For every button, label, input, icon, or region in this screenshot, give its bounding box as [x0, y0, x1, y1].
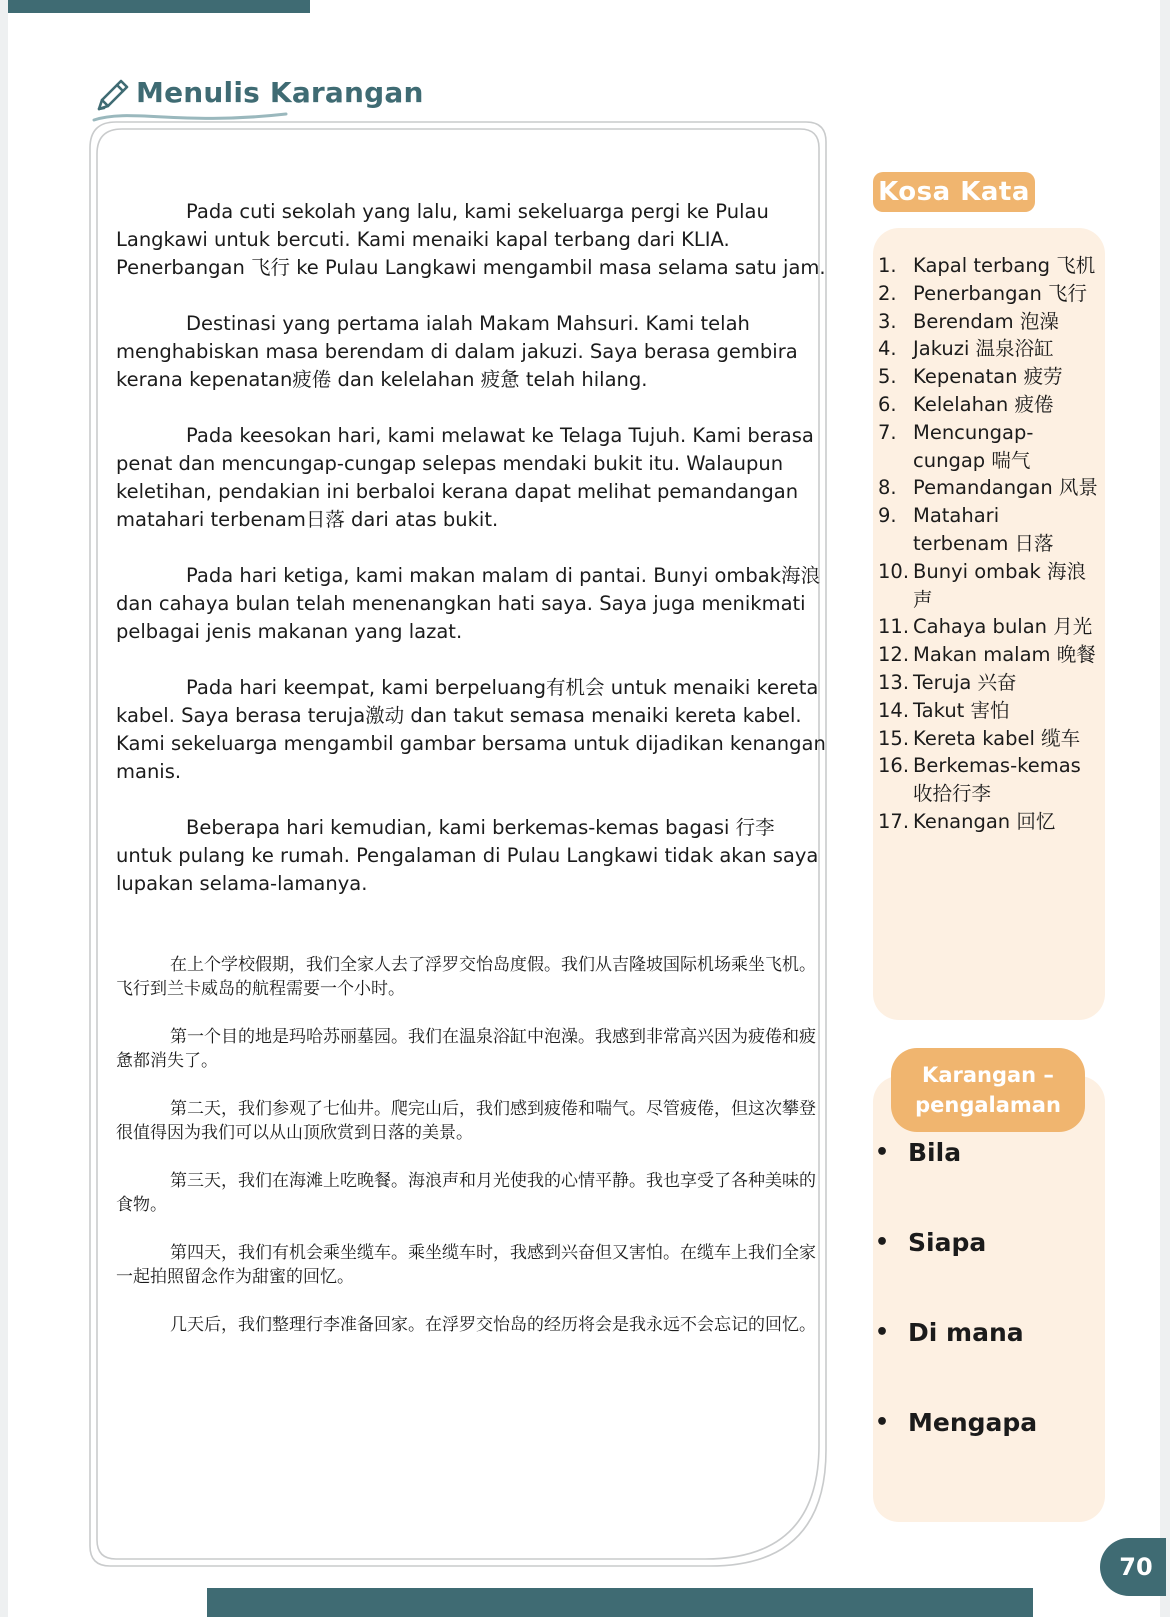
question-item — [873, 1318, 1105, 1408]
composition-text-malay — [116, 198, 826, 926]
vocabulary-item — [878, 335, 1100, 363]
vocabulary-list — [878, 252, 1100, 836]
vocabulary-text: Takut 害怕 — [913, 698, 1010, 722]
vocabulary-number: 2. — [878, 281, 897, 305]
vocabulary-text: Kelelahan 疲倦 — [913, 392, 1054, 416]
story-paragraph: Pada keesokan hari, kami melawat ke Telaga Tujuh. Kami berasa penat dan mencungap-cungap selepas mendaki bukit itu. Walaupun keletihan, pendakian ini berbaloi kerana dapat melihat pemandangan matahari terbenam日落 dari atas bukit. — [116, 424, 814, 531]
vocabulary-item — [878, 363, 1100, 391]
vocabulary-number: 15. — [878, 726, 910, 750]
vocabulary-item — [878, 697, 1100, 725]
question-item — [873, 1228, 1105, 1318]
vocabulary-number: 5. — [878, 365, 897, 389]
bullet-icon: • — [875, 1410, 890, 1435]
composition-text-chinese — [116, 953, 826, 1361]
page-frame-right — [1160, 0, 1170, 1617]
vocabulary-item — [878, 280, 1100, 308]
vocabulary-number: 10. — [878, 559, 910, 583]
vocabulary-item — [878, 613, 1100, 641]
vocabulary-number: 4. — [878, 337, 897, 361]
vocabulary-number: 11. — [878, 615, 910, 639]
vocabulary-number: 8. — [878, 476, 897, 500]
question-text: Mengapa — [908, 1408, 1038, 1437]
karangan-title-line: Karangan – — [922, 1063, 1054, 1087]
vocabulary-item — [878, 502, 1100, 558]
vocabulary-number: 13. — [878, 670, 910, 694]
bottom-accent-bar — [207, 1588, 1033, 1617]
vocabulary-text: Mencungap-cungap 喘气 — [913, 420, 1034, 472]
question-text: Siapa — [908, 1228, 987, 1257]
vocabulary-number: 17. — [878, 809, 910, 833]
question-item — [873, 1408, 1105, 1498]
page-frame-left — [0, 0, 8, 1617]
translation-paragraph: 第三天，我们在海滩上吃晚餐。海浪声和月光使我的心情平静。我也享受了各种美味的食物。 — [116, 1171, 816, 1215]
vocabulary-text: Makan malam 晚餐 — [913, 643, 1096, 667]
vocabulary-item — [878, 419, 1100, 475]
karangan-title — [891, 1048, 1085, 1132]
vocabulary-text: Bunyi ombak 海浪声 — [913, 559, 1086, 611]
vocabulary-item — [878, 808, 1100, 836]
vocabulary-text: Pemandangan 风景 — [913, 476, 1098, 500]
vocabulary-text: Cahaya bulan 月光 — [913, 615, 1093, 639]
vocabulary-text: Kepenatan 疲劳 — [913, 365, 1063, 389]
question-text: Bila — [908, 1138, 962, 1167]
question-list — [873, 1138, 1105, 1498]
karangan-title-line: pengalaman — [915, 1093, 1061, 1117]
story-paragraph: Beberapa hari kemudian, kami berkemas-kemas bagasi 行李 untuk pulang ke rumah. Pengalaman di Pulau Langkawi tidak akan saya lupakan selama-lamanya. — [116, 816, 819, 895]
vocabulary-item — [878, 391, 1100, 419]
story-paragraph: Destinasi yang pertama ialah Makam Mahsuri. Kami telah menghabiskan masa berendam di dalam jakuzi. Saya berasa gembira kerana kepenatan疲倦 dan kelelahan 疲惫 telah hilang. — [116, 312, 798, 391]
vocabulary-text: Kereta kabel 缆车 — [913, 726, 1081, 750]
bullet-icon: • — [875, 1140, 890, 1165]
top-accent-bar — [8, 0, 310, 13]
vocabulary-text: Kenangan 回忆 — [913, 809, 1056, 833]
vocabulary-item — [878, 474, 1100, 502]
vocabulary-text: Berendam 泡澡 — [913, 309, 1059, 333]
translation-paragraph: 第二天，我们参观了七仙井。爬完山后，我们感到疲倦和喘气。尽管疲倦，但这次攀登很值得因为我们可以从山顶欣赏到日落的美景。 — [116, 1099, 816, 1143]
vocabulary-item — [878, 641, 1100, 669]
bullet-icon: • — [875, 1230, 890, 1255]
page-title: Menulis Karangan — [136, 76, 424, 109]
vocabulary-item — [878, 752, 1100, 808]
vocabulary-item — [878, 252, 1100, 280]
vocabulary-number: 6. — [878, 392, 897, 416]
section-heading — [90, 74, 450, 124]
vocabulary-number: 9. — [878, 504, 897, 528]
vocabulary-text: Teruja 兴奋 — [913, 670, 1017, 694]
story-paragraph: Pada hari ketiga, kami makan malam di pantai. Bunyi ombak海浪 dan cahaya bulan telah menenangkan hati saya. Saya juga menikmati pelbagai jenis makanan yang lazat. — [116, 564, 820, 643]
vocabulary-text: Jakuzi 温泉浴缸 — [913, 337, 1054, 361]
vocabulary-number: 3. — [878, 309, 897, 333]
vocabulary-text: Berkemas-kemas 收拾行李 — [913, 754, 1081, 806]
vocabulary-number: 12. — [878, 643, 910, 667]
translation-paragraph: 在上个学校假期，我们全家人去了浮罗交怡岛度假。我们从吉隆坡国际机场乘坐飞机。飞行到兰卡威岛的航程需要一个小时。 — [116, 955, 816, 999]
vocabulary-item — [878, 725, 1100, 753]
vocabulary-item — [878, 669, 1100, 697]
story-paragraph: Pada hari keempat, kami berpeluang有机会 untuk menaiki kereta kabel. Saya berasa teruja激动 dan takut semasa menaiki kereta kabel. Kami sekeluarga mengambil gambar bersama untuk dijadikan kenangan manis. — [116, 676, 826, 783]
translation-paragraph: 第四天，我们有机会乘坐缆车。乘坐缆车时，我感到兴奋但又害怕。在缆车上我们全家一起拍照留念作为甜蜜的回忆。 — [116, 1243, 816, 1287]
page-number: 70 — [1100, 1538, 1166, 1596]
vocabulary-item — [878, 308, 1100, 336]
vocabulary-number: 7. — [878, 420, 897, 444]
vocabulary-number: 14. — [878, 698, 910, 722]
vocabulary-title: Kosa Kata — [873, 172, 1035, 212]
question-text: Di mana — [908, 1318, 1024, 1347]
vocabulary-text: Kapal terbang 飞机 — [913, 254, 1096, 277]
bullet-icon: • — [875, 1320, 890, 1345]
translation-paragraph: 几天后，我们整理行李准备回家。在浮罗交怡岛的经历将会是我永远不会忘记的回忆。 — [170, 1315, 816, 1335]
vocabulary-number: 1. — [878, 254, 897, 277]
vocabulary-text: Penerbangan 飞行 — [913, 281, 1088, 305]
story-paragraph: Pada cuti sekolah yang lalu, kami sekeluarga pergi ke Pulau Langkawi untuk bercuti. Kami menaiki kapal terbang dari KLIA. Penerbangan 飞行 ke Pulau Langkawi mengambil masa selama satu jam. — [116, 200, 826, 279]
question-item — [873, 1138, 1105, 1228]
translation-paragraph: 第一个目的地是玛哈苏丽墓园。我们在温泉浴缸中泡澡。我感到非常高兴因为疲倦和疲惫都消失了。 — [116, 1027, 816, 1071]
vocabulary-item — [878, 558, 1100, 614]
vocabulary-number: 16. — [878, 754, 910, 778]
vocabulary-text: Matahari terbenam 日落 — [913, 504, 1054, 555]
